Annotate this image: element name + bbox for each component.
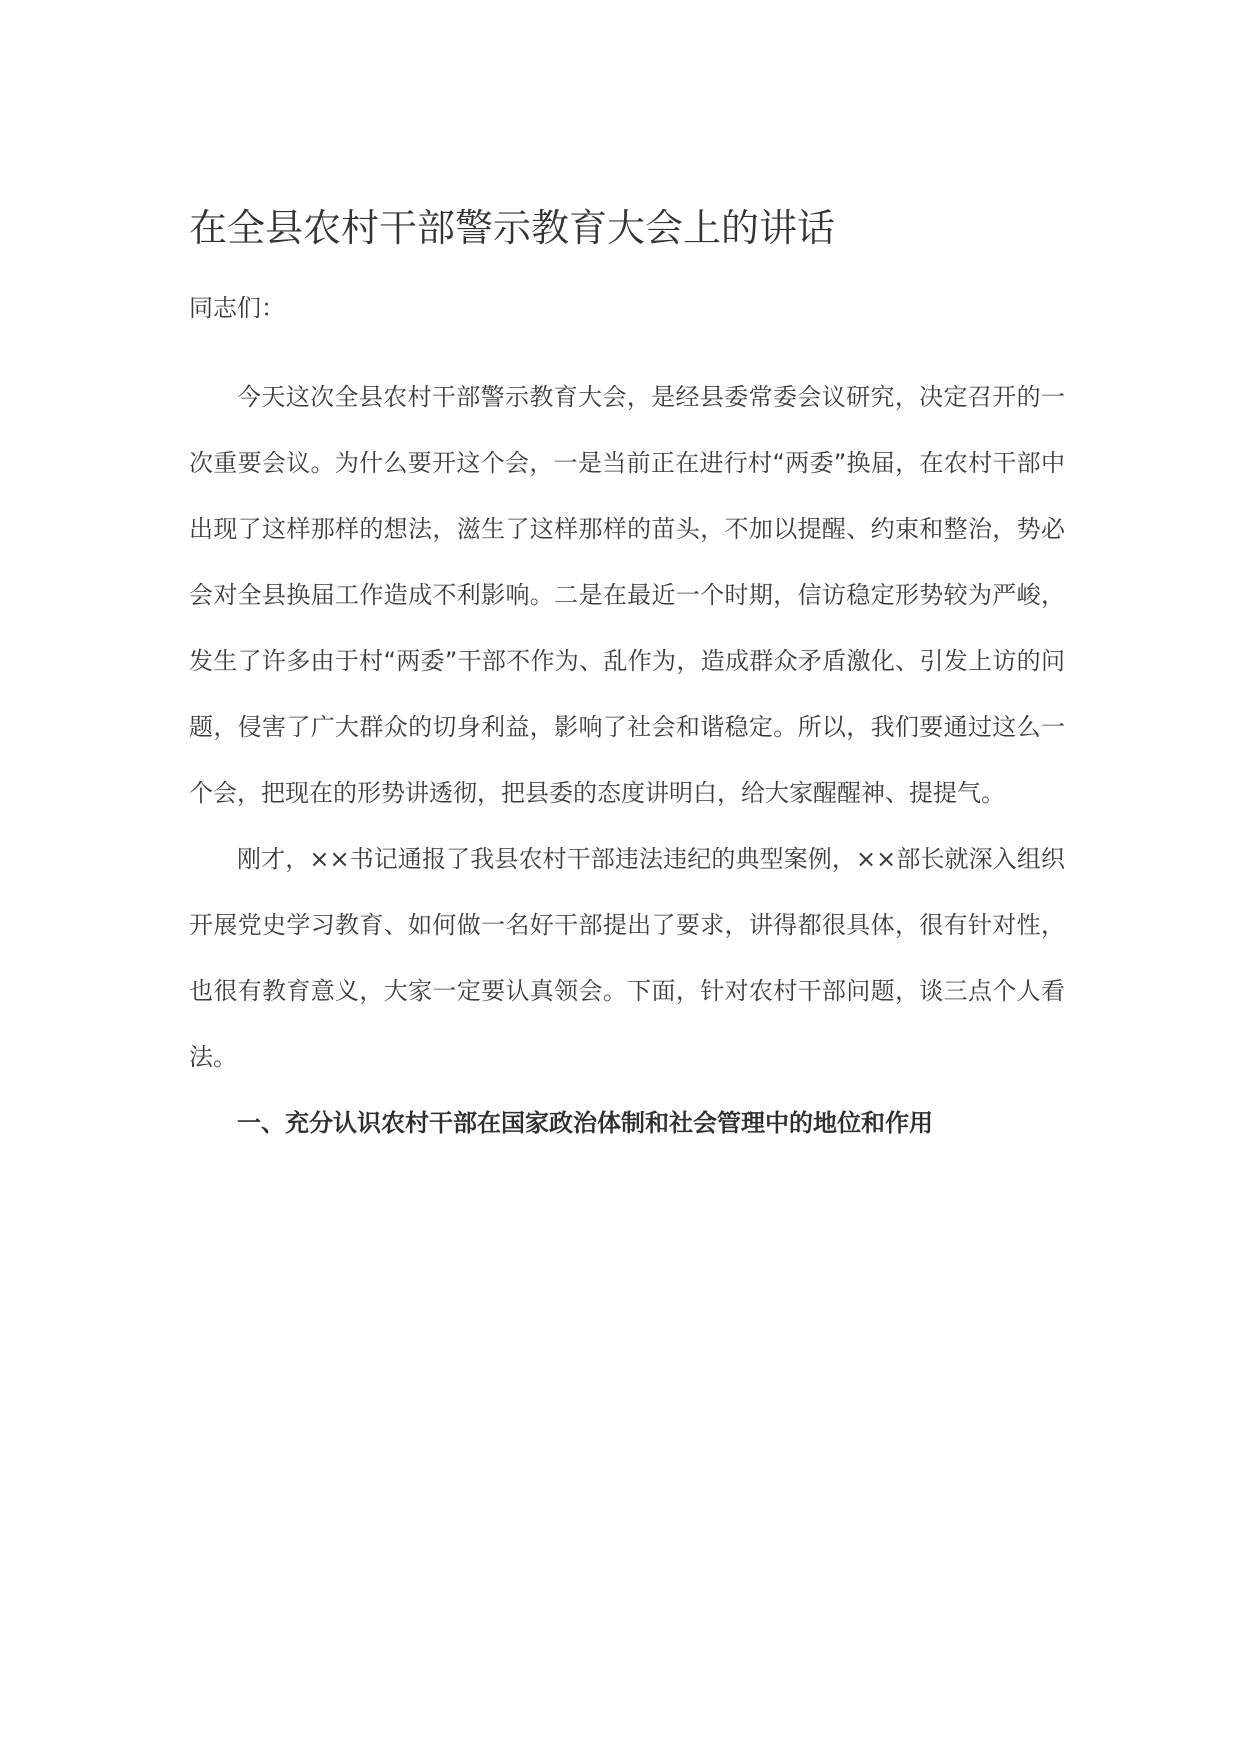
salutation: 同志们： xyxy=(189,294,285,322)
paragraph-2: 刚才，××书记通报了我县农村干部违法违纪的典型案例，××部长就深入组织开展党史学习教育、如何做一名好干部提出了要求，讲得都很具体，很有针对性，也很有教育意义，大家一定要认真领会。下面，针对农村干部问题，谈三点个人看法。 xyxy=(189,845,1065,1071)
paragraph-1: 今天这次全县农村干部警示教育大会，是经县委常委会议研究，决定召开的一次重要会议。为什么要开这个会，一是当前正在进行村“两委”换届，在农村干部中出现了这样那样的想法，滋生了这样那样的苗头，不加以提醒、约束和整治，势必会对全县换届工作造成不利影响。二是在最近一个时期，信访稳定形势较为严峻，发生了许多由于村“两委”干部不作为、乱作为，造成群众矛盾激化、引发上访的问题，侵害了广大群众的切身利益，影响了社会和谐稳定。所以，我们要通过这么一个会，把现在的形势讲透彻，把县委的态度讲明白，给大家醒醒神、提提气。 xyxy=(189,383,1065,807)
section-heading-1: 一、充分认识农村干部在国家政治体制和社会管理中的地位和作用 xyxy=(237,1109,933,1137)
document-page xyxy=(189,196,1065,1156)
document-title: 在全县农村干部警示教育大会上的讲话 xyxy=(189,206,836,250)
